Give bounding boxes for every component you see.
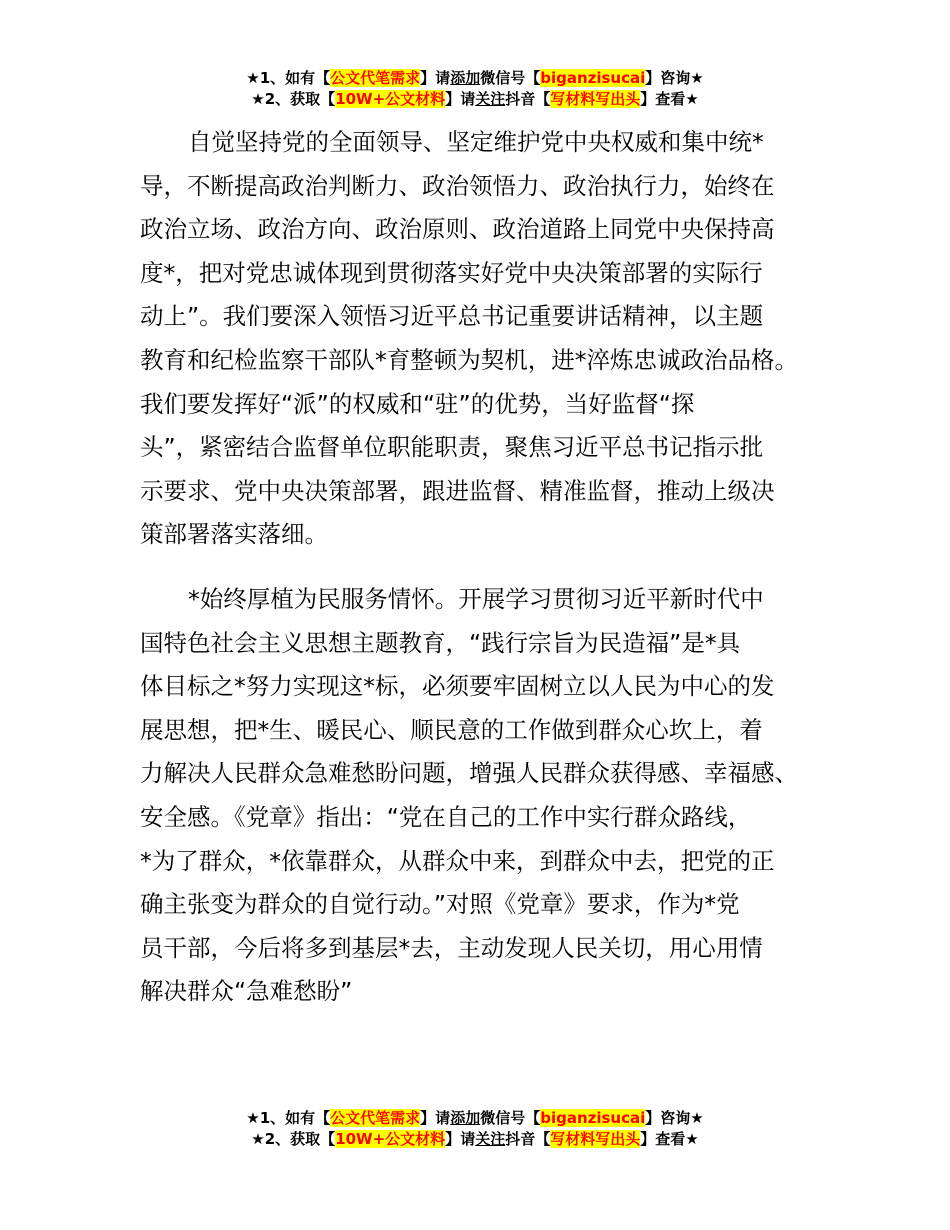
footer-text: ★2、获取【	[251, 1130, 336, 1148]
text-line: 动上”。我们要深入领悟习近平总书记重要讲话精神，以主题	[140, 302, 764, 331]
header-text: 】咨询★	[645, 69, 704, 87]
footer-text: 】请	[420, 1109, 451, 1127]
text-line: 自觉坚持党的全面领导、坚定维护党中央权威和集中统*	[188, 128, 764, 156]
footer-text: 】咨询★	[645, 1109, 704, 1127]
text-line: 力解决人民群众急难愁盼问题，增强人民群众获得感、幸福感、	[140, 759, 798, 788]
text-line: 教育和纪检监察干部队*育整顿为契机，进*淬炼忠诚政治品格。	[140, 345, 798, 374]
footer-text: 抖音【	[505, 1130, 551, 1148]
text-line: 政治立场、政治方向、政治原则、政治道路上同党中央保持高	[140, 215, 775, 244]
footer-text-underlined: 添加	[450, 1109, 481, 1127]
text-line: *为了群众，*依靠群众，从群众中来，到群众中去，把党的正	[140, 846, 775, 875]
text-line: 确主张变为群众的自觉行动。”对照《党章》要求，作为*党	[140, 890, 740, 919]
header-text: 】请	[420, 69, 451, 87]
text-line: 示要求、党中央决策部署，跟进监督、精准监督，推动上级决	[140, 476, 775, 505]
text-line: 安全感。《党章》指出：“党在自己的工作中实行群众路线，	[140, 802, 752, 831]
highlight-ghostwriting: 公文代笔需求	[330, 69, 421, 87]
highlight-douyin-account: 写材料写出头	[550, 1130, 641, 1148]
text-line: 国特色社会主义思想主题教育，“践行宗旨为民造福”是*具	[140, 628, 741, 657]
text-line: 导，不断提高政治判断力、政治领悟力、政治执行力，始终在	[140, 171, 775, 200]
header-text: 】查看★	[640, 90, 699, 108]
text-line: 我们要发挥好“派”的权威和“驻”的优势，当好监督“探	[140, 389, 695, 418]
footer-line-2	[0, 1129, 950, 1150]
highlight-materials: 10W+公文材料	[335, 90, 446, 108]
highlight-douyin-account: 写材料写出头	[550, 90, 641, 108]
highlight-wechat-id: biganzisucai	[540, 69, 646, 87]
paragraph-gap	[140, 557, 820, 578]
highlight-ghostwriting: 公文代笔需求	[330, 1109, 421, 1127]
text-line: 度*，把对党忠诚体现到贯彻落实好党中央决策部署的实际行	[140, 258, 763, 287]
header-text: 抖音【	[505, 90, 551, 108]
header-banner	[0, 68, 950, 110]
text-line: 展思想，把*生、暖民心、顺民意的工作做到群众心坎上，着	[140, 715, 763, 744]
header-text: 】请	[445, 90, 476, 108]
text-line: *始终厚植为民服务情怀。开展学习贯彻习近平新时代中	[188, 584, 764, 613]
text-line: 头”，紧密结合监督单位职能职责，聚焦习近平总书记指示批	[140, 433, 764, 462]
text-line: 员干部，今后将多到基层*去，主动发现人民关切，用心用情	[140, 933, 763, 962]
header-text: 微信号【	[480, 69, 541, 87]
highlight-wechat-id: biganzisucai	[540, 1109, 646, 1127]
text-line: 解决群众“急难愁盼”	[140, 977, 353, 1006]
header-text-underlined: 关注	[475, 90, 506, 108]
header-text-underlined: 添加	[450, 69, 481, 87]
header-line-2	[0, 89, 950, 110]
footer-text: 】查看★	[640, 1130, 699, 1148]
footer-text: 微信号【	[480, 1109, 541, 1127]
header-line-1	[0, 68, 950, 89]
header-text: ★2、获取【	[251, 90, 336, 108]
text-line: 体目标之*努力实现这*标，必须要牢固树立以人民为中心的发	[140, 672, 775, 701]
footer-text: ★1、如有【	[246, 1109, 331, 1127]
footer-line-1	[0, 1108, 950, 1129]
document-body	[140, 121, 820, 1014]
footer-text-underlined: 关注	[475, 1130, 506, 1148]
text-line: 策部署落实落细。	[140, 520, 328, 549]
highlight-materials: 10W+公文材料	[335, 1130, 446, 1148]
footer-text: 】请	[445, 1130, 476, 1148]
header-text: ★1、如有【	[246, 69, 331, 87]
footer-banner	[0, 1108, 950, 1150]
